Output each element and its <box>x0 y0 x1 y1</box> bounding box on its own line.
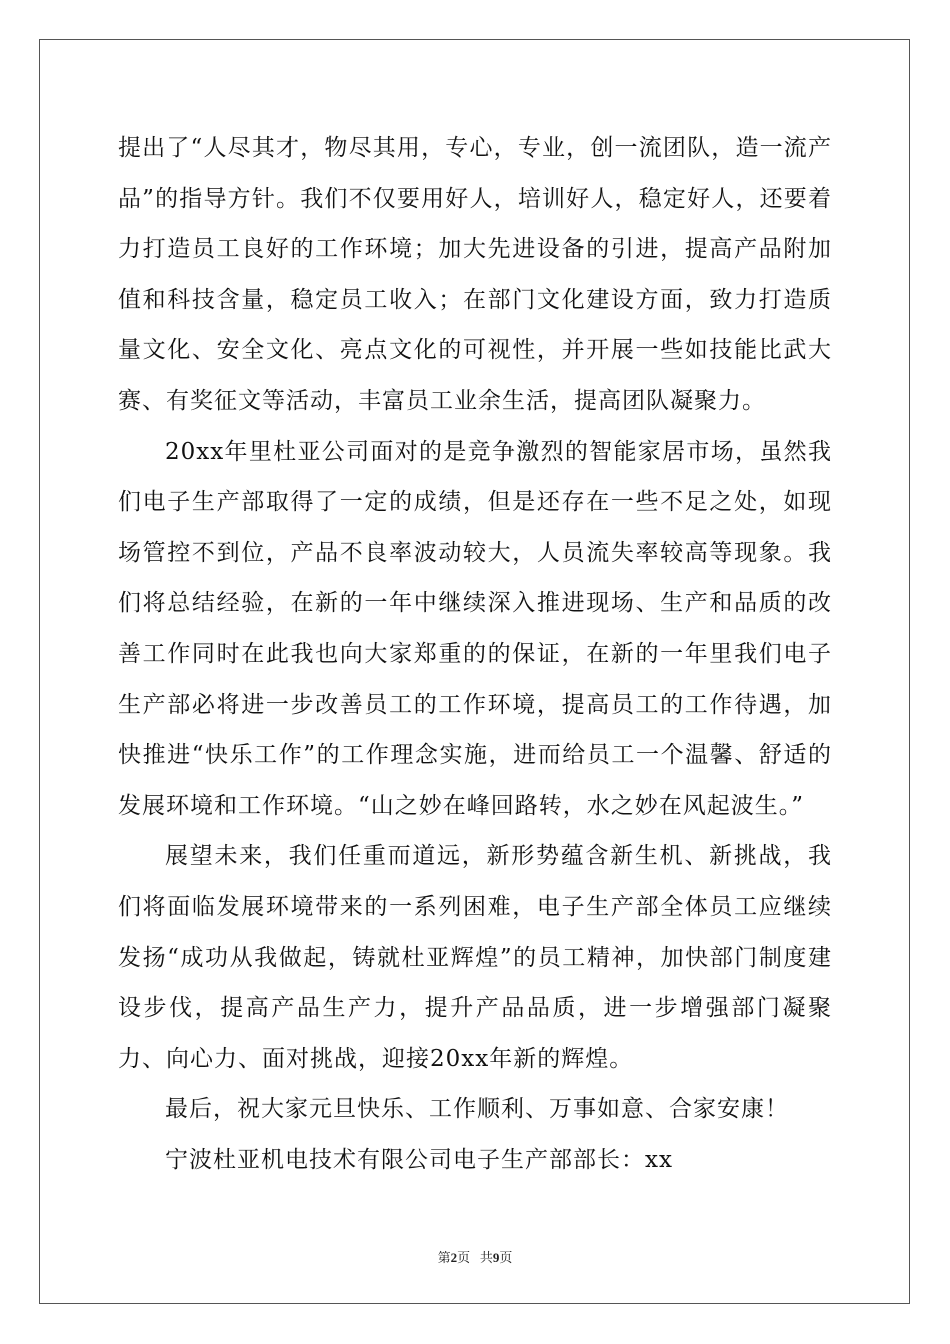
paragraph-signature: 宁波杜亚机电技术有限公司电子生产部部长：xx <box>165 1146 673 1173</box>
page-footer <box>0 1247 950 1266</box>
document-body <box>118 123 832 1185</box>
total-prefix: 共 <box>479 1250 493 1265</box>
paragraph-outlook: 展望未来，我们任重而道远，新形势蕴含新生机、新挑战，我们将面临发展环境带来的一系列困难，电子生产部全体员工应继续发扬“成功从我做起，铸就杜亚辉煌”的员工精神，加快部门制度建设步伐，提高产品生产力，提升产品品质，进一步增强部门凝聚力、向心力、面对挑战，迎接20xx年新的辉煌。 <box>118 843 832 1072</box>
page-number: 2 <box>450 1250 458 1265</box>
paragraph-continued: 提出了“人尽其才，物尽其用，专心，专业，创一流团队，造一流产品”的指导方针。我们不仅要用好人，培训好人，稳定好人，还要着力打造员工良好的工作环境；加大先进设备的引进，提高产品附加值和科技含量，稳定员工收入；在部门文化建设方面，致力打造质量文化、安全文化、亮点文化的可视性，并开展一些如技能比武大赛、有奖征文等活动，丰富员工业余生活，提高团队凝聚力。 <box>118 135 832 414</box>
paragraph-greeting: 最后，祝大家元旦快乐、工作顺利、万事如意、合家安康！ <box>165 1096 789 1123</box>
total-pages: 9 <box>492 1250 500 1265</box>
total-suffix: 页 <box>499 1250 513 1265</box>
page-prefix: 第 <box>437 1250 451 1265</box>
paragraph-market-review: 20xx年里杜亚公司面对的是竞争激烈的智能家居市场，虽然我们电子生产部取得了一定的成绩，但是还存在一些不足之处，如现场管控不到位，产品不良率波动较大，人员流失率较高等现象。我们将总结经验，在新的一年中继续深入推进现场、生产和品质的改善工作同时在此我也向大家郑重的的保证，在新的一年里我们电子生产部必将进一步改善员工的工作环境，提高员工的工作待遇，加快推进“快乐工作”的工作理念实施，进而给员工一个温馨、舒适的发展环境和工作环境。“山之妙在峰回路转，水之妙在风起波生。” <box>118 438 832 819</box>
page-suffix: 页 <box>457 1250 471 1265</box>
